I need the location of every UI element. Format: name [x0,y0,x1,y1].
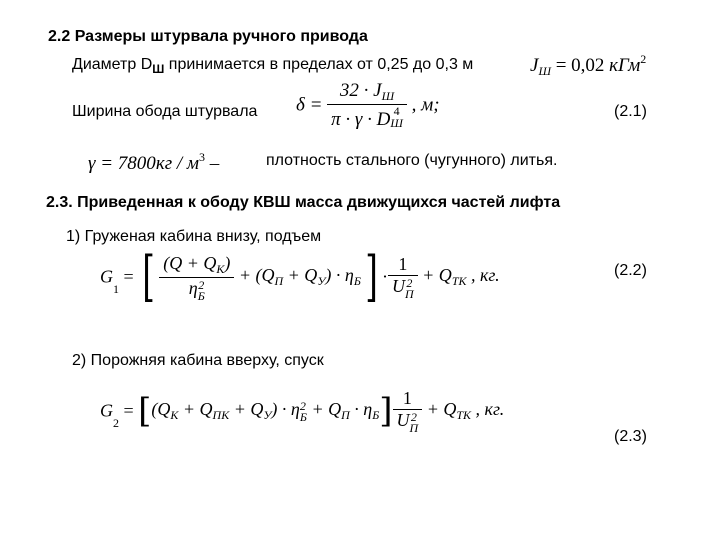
g1-mid-sub1: П [274,274,284,288]
delta-num-a: 32 · J [339,80,382,101]
g2-inner-sub5: П [341,408,350,422]
delta-lhs: δ = [296,94,328,116]
g2-tail-sub: ТК [456,408,472,422]
g2-frac-den [393,409,423,434]
g1-mid-c: ) · η [325,265,354,285]
g2-inner-f: · η [349,399,373,419]
g2-formula [100,388,504,434]
eq-number-2-3: (2.3) [614,428,647,445]
delta-den-sup: 4 [393,104,400,118]
g1-frac1-den [159,277,234,302]
g2-right-bracket: ] [379,391,393,431]
j-formula-lhs: J [530,55,539,76]
g1-frac1-num-sub: К [216,261,225,276]
g2-tail-b: , кг. [471,399,505,419]
delta-num-sub: Ш [381,89,395,103]
g1-frac2-den-a: U [391,276,405,296]
delta-tail: , м; [406,94,440,116]
g1-eq: = [119,266,139,287]
g2-tail [422,399,505,422]
g1-tail-a: + Q [417,265,452,285]
g2-inner-b: + Q [178,399,213,419]
g1-right-bracket: ] [365,245,378,308]
g2-lhs: G [100,400,113,421]
g1-tail-sub: ТК [451,274,467,288]
rim-width-label: Ширина обода штурвала [72,103,258,120]
g2-frac-den-sup: 2 [410,410,417,424]
g1-frac1-num-a: (Q + Q [163,252,217,273]
diameter-text-b: принимается в пределах от 0,25 до 0,3 м [164,56,474,73]
gamma-unit: кг / м [155,153,200,174]
g2-left-bracket: [ [138,391,152,431]
g2-inner [151,399,380,424]
g2-frac-den-a: U [396,410,410,430]
g2-inner-sup4: 2 [299,399,306,413]
gamma-formula [88,150,219,175]
g1-frac2-den-sup: 2 [406,276,413,290]
g1-frac2-den [388,275,418,300]
diameter-text-a: Диаметр D [72,56,153,73]
g2-inner-d: ) · η [271,399,300,419]
g2-lhs-sub: 2 [113,416,119,431]
delta-fraction [327,80,407,131]
gamma-dash: – [205,153,220,174]
delta-den-a: π · γ · D [331,109,391,130]
delta-numerator [327,80,407,104]
section-2-2-title: 2.2 Размеры штурвала ручного привода [48,28,368,45]
gamma-unit-sup: 3 [199,150,206,164]
delta-formula [296,80,440,131]
g1-frac2-den-sub: П [404,287,414,301]
diameter-sub: Ш [152,62,165,76]
g2-frac-den-sub: П [409,421,419,435]
case1-label: 1) Груженая кабина внизу, подъем [66,228,322,245]
section-2-3-title: 2.3. Приведенная к ободу КВШ масса движущихся частей лифта [46,194,561,211]
g2-inner-e: + Q [306,399,342,419]
g2-fraction [393,388,423,434]
g2-inner-a: (Q [151,399,171,419]
density-text: плотность стального (чугунного) литья. [266,152,558,169]
g1-lhs-sub: 1 [113,282,119,297]
g1-mid-a: + (Q [234,265,275,285]
g1-tail-b: , кг. [466,265,500,285]
g1-formula: $G_1$ = [ $(Q + Q_К)$ η 2 Б + $(Q_П + Q_У) \cdot \eta_Б$] · 1 U 2 П + $Q_{ТК}$ , кг. [100,245,500,308]
g2-inner-sub2: ПК [212,408,230,422]
j-formula-unit: кГм [609,55,641,76]
delta-denominator [327,104,407,131]
g2-frac-num: 1 [402,388,412,408]
g1-mid-sub2: У [317,274,326,288]
g1-mid-b: + Q [283,265,318,285]
j-formula-unit-sup: 2 [640,52,647,66]
g2-inner-sub3: У [263,408,272,422]
g1-frac1-den-sub: Б [197,288,205,303]
g1-frac2-num: 1 [398,254,408,274]
g2-inner-sub4: Б [299,410,307,424]
g1-tail [417,265,500,288]
g2-eq: = [119,400,139,421]
g1-left-bracket: [ [142,245,156,308]
g1-frac1-num-end: ) [224,252,231,273]
g1-frac1-den-sup: 2 [198,277,205,292]
g1-fraction-1 [159,253,234,302]
eq-number-2-1: (2.1) [614,103,647,120]
j-formula [530,52,646,79]
g1-middle [234,265,361,288]
gamma-text: γ = 7800 [88,153,156,174]
j-formula-eq: = 0,02 [550,55,610,76]
g2-inner-sub1: К [170,408,179,422]
delta-den-sub: Ш [390,116,403,130]
case2-label: 2) Порожняя кабина вверху, спуск [72,352,324,369]
g1-mid-sub3: Б [353,274,361,288]
j-formula-lhs-sub: Ш [538,64,551,78]
g1-frac1-num [159,253,234,277]
diameter-text [72,56,473,76]
g1-lhs: G [100,266,113,287]
g2-inner-sub6: Б [372,408,380,422]
g2-inner-c: + Q [229,399,264,419]
g1-fraction-2 [388,254,418,300]
g2-tail-a: + Q [422,399,457,419]
g1-frac1-den-a: η [188,277,198,298]
eq-number-2-2: (2.2) [614,262,647,279]
